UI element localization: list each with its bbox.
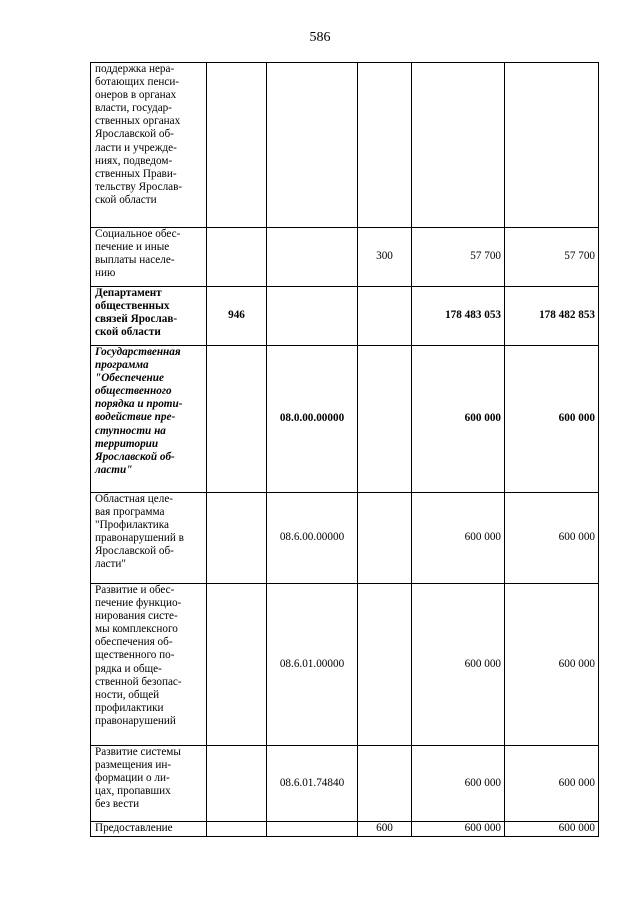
table-row	[91, 584, 599, 746]
row-kind	[358, 493, 412, 584]
row-kind: 300	[358, 228, 412, 287]
row-code	[267, 287, 358, 346]
table-row	[91, 822, 599, 837]
row-amount-1: 57 700	[412, 228, 505, 287]
row-code: 08.0.00.00000	[267, 346, 358, 493]
row-amount-2: 600 000	[505, 584, 599, 746]
table-row	[91, 346, 599, 493]
row-dept	[207, 228, 267, 287]
row-code	[267, 63, 358, 228]
row-code: 08.6.01.74840	[267, 746, 358, 822]
row-amount-2: 600 000	[505, 746, 599, 822]
table-row	[91, 287, 599, 346]
row-amount-1: 600 000	[412, 822, 505, 837]
table-row	[91, 228, 599, 287]
row-name: Департамент общественных связей Ярослав- ской области	[91, 287, 207, 346]
row-amount-2: 57 700	[505, 228, 599, 287]
table-row	[91, 63, 599, 228]
row-name: Областная целе- вая программа "Профилактика правонарушений в Ярославской об- ласти"	[91, 493, 207, 584]
row-amount-2: 600 000	[505, 493, 599, 584]
row-amount-1: 600 000	[412, 746, 505, 822]
row-kind	[358, 287, 412, 346]
row-amount-1: 600 000	[412, 346, 505, 493]
row-amount-1: 600 000	[412, 493, 505, 584]
row-kind	[358, 346, 412, 493]
row-kind	[358, 63, 412, 228]
page-number: 586	[309, 30, 331, 45]
row-dept: 946	[207, 287, 267, 346]
row-amount-1: 600 000	[412, 584, 505, 746]
row-amount-2: 600 000	[505, 822, 599, 837]
row-code: 08.6.00.00000	[267, 493, 358, 584]
row-dept	[207, 584, 267, 746]
row-dept	[207, 346, 267, 493]
row-kind: 600	[358, 822, 412, 837]
row-name: Социальное обес- печение и иные выплаты населе- нию	[91, 228, 207, 287]
row-dept	[207, 822, 267, 837]
row-code	[267, 822, 358, 837]
row-amount-1: 178 483 053	[412, 287, 505, 346]
row-name: Развитие системы размещения ин- формации о ли- цах, пропавших без вести	[91, 746, 207, 822]
row-name: поддержка нера- ботающих пенси- онеров в органах власти, государ- ственных органах Ярославской об- ласти и учрежде- ниях, подведом- ственных Прави- тельству Ярослав- ской области	[91, 63, 207, 228]
table-row	[91, 746, 599, 822]
row-name: Государственная программа "Обеспечение общественного порядка и проти- водействие пре- ступности на территории Ярославской об- ласти"	[91, 346, 207, 493]
row-code	[267, 228, 358, 287]
row-dept	[207, 746, 267, 822]
row-amount-2: 600 000	[505, 346, 599, 493]
row-amount-2	[505, 63, 599, 228]
row-name: Предоставление	[91, 822, 207, 837]
row-dept	[207, 493, 267, 584]
row-code: 08.6.01.00000	[267, 584, 358, 746]
row-kind	[358, 746, 412, 822]
row-amount-2: 178 482 853	[505, 287, 599, 346]
row-dept	[207, 63, 267, 228]
budget-table	[90, 62, 599, 837]
row-name: Развитие и обес- печение функцио- нирования систе- мы комплексного обеспечения об- щественного по- рядка и обще- ственной безопас- ности, общей профилактики правонарушений	[91, 584, 207, 746]
row-kind	[358, 584, 412, 746]
row-amount-1	[412, 63, 505, 228]
table-row	[91, 493, 599, 584]
